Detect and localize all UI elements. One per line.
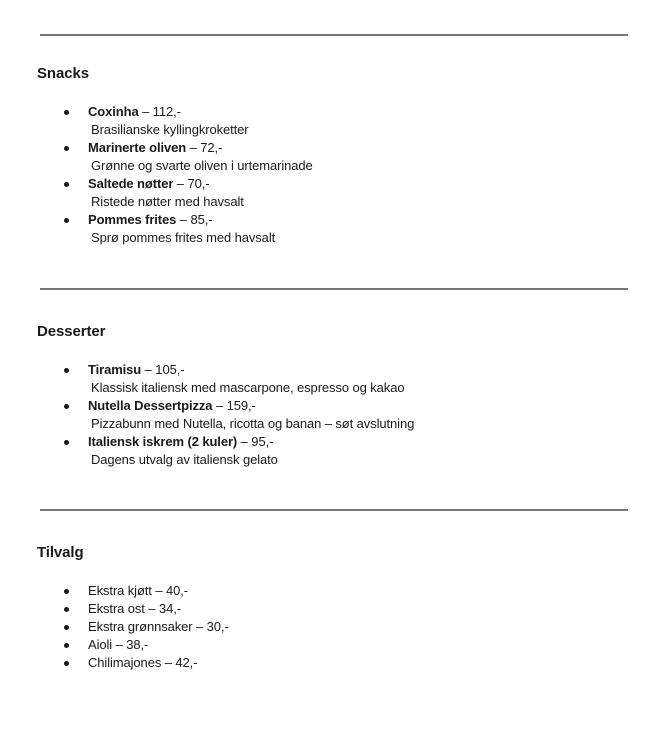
menu-item-line xyxy=(88,433,641,451)
menu-item-price: – 72,- xyxy=(186,140,223,155)
menu-item-name: Ekstra ost xyxy=(88,601,145,616)
bullet-icon xyxy=(64,368,69,373)
bullet-icon xyxy=(64,607,69,612)
section-title: Tilvalg xyxy=(37,544,84,561)
menu-section-tilvalg xyxy=(37,543,641,672)
menu-item xyxy=(37,636,641,654)
menu-item-price: – 42,- xyxy=(161,655,198,670)
menu-item xyxy=(37,175,641,211)
menu-item xyxy=(37,139,641,175)
menu-item xyxy=(37,618,641,636)
bullet-icon xyxy=(64,110,69,115)
menu-item-name: Aioli xyxy=(88,637,113,652)
menu-item xyxy=(37,600,641,618)
menu-item-list xyxy=(37,361,641,469)
menu-item xyxy=(37,654,641,672)
menu-item xyxy=(37,582,641,600)
menu-item-description: Ristede nøtter med havsalt xyxy=(91,194,244,209)
menu-item-name: Pommes frites xyxy=(88,212,177,227)
menu-item-description: Grønne og svarte oliven i urtemarinade xyxy=(91,158,313,173)
menu-item-name: Chilimajones xyxy=(88,655,162,670)
menu-item-price: – 34,- xyxy=(144,601,181,616)
bullet-icon xyxy=(64,404,69,409)
menu-item-name: Saltede nøtter xyxy=(88,176,174,191)
menu-item xyxy=(37,433,641,469)
menu-item-name: Italiensk iskrem (2 kuler) xyxy=(88,434,238,449)
section-title: Snacks xyxy=(37,65,89,82)
menu-item-price: – 85,- xyxy=(176,212,213,227)
menu-item xyxy=(37,211,641,247)
menu-item-line xyxy=(88,103,641,121)
menu-item-line xyxy=(88,211,641,229)
menu-item-price: – 70,- xyxy=(173,176,210,191)
menu-item-name: Coxinha xyxy=(88,104,139,119)
menu-item-price: – 30,- xyxy=(192,619,229,634)
menu-item-description: Dagens utvalg av italiensk gelato xyxy=(91,452,278,467)
menu-item-list xyxy=(37,103,641,247)
menu-item xyxy=(37,361,641,397)
bullet-icon xyxy=(64,146,69,151)
bullet-icon xyxy=(64,589,69,594)
menu-item-list xyxy=(37,582,641,672)
menu-item-description: Pizzabunn med Nutella, ricotta og banan – søt avslutning xyxy=(91,416,415,431)
menu-item-price: – 40,- xyxy=(151,583,188,598)
divider-line xyxy=(40,288,628,290)
menu-item-line xyxy=(88,618,641,636)
menu-item-name: Tiramisu xyxy=(88,362,142,377)
menu-item-name: Ekstra grønnsaker xyxy=(88,619,193,634)
menu-item-line xyxy=(88,654,641,672)
menu-item-name: Nutella Dessertpizza xyxy=(88,398,213,413)
divider-line xyxy=(40,509,628,511)
menu-item-description: Brasilianske kyllingkroketter xyxy=(91,122,249,137)
menu-item xyxy=(37,397,641,433)
menu-item-line xyxy=(88,397,641,415)
bullet-icon xyxy=(64,625,69,630)
bullet-icon xyxy=(64,643,69,648)
menu-item-price: – 38,- xyxy=(112,637,149,652)
bullet-icon xyxy=(64,182,69,187)
menu-item-price: – 105,- xyxy=(141,362,185,377)
menu-item-line xyxy=(88,361,641,379)
menu-item-line xyxy=(88,139,641,157)
menu-section-snacks xyxy=(37,64,641,247)
section-title: Desserter xyxy=(37,323,106,340)
bullet-icon xyxy=(64,440,69,445)
menu-item-price: – 112,- xyxy=(138,104,181,119)
menu-item xyxy=(37,103,641,139)
menu-item-line xyxy=(88,175,641,193)
menu-item-line xyxy=(88,582,641,600)
menu-item-name: Ekstra kjøtt xyxy=(88,583,152,598)
menu-item-description: Klassisk italiensk med mascarpone, espresso og kakao xyxy=(91,380,405,395)
menu-section-desserter xyxy=(37,322,641,469)
menu-item-price: – 95,- xyxy=(237,434,274,449)
divider-line xyxy=(40,34,628,36)
bullet-icon xyxy=(64,218,69,223)
menu-item-line xyxy=(88,636,641,654)
menu-item-line xyxy=(88,600,641,618)
menu-item-price: – 159,- xyxy=(212,398,256,413)
menu-item-description: Sprø pommes frites med havsalt xyxy=(91,230,276,245)
menu-item-name: Marinerte oliven xyxy=(88,140,187,155)
bullet-icon xyxy=(64,661,69,666)
